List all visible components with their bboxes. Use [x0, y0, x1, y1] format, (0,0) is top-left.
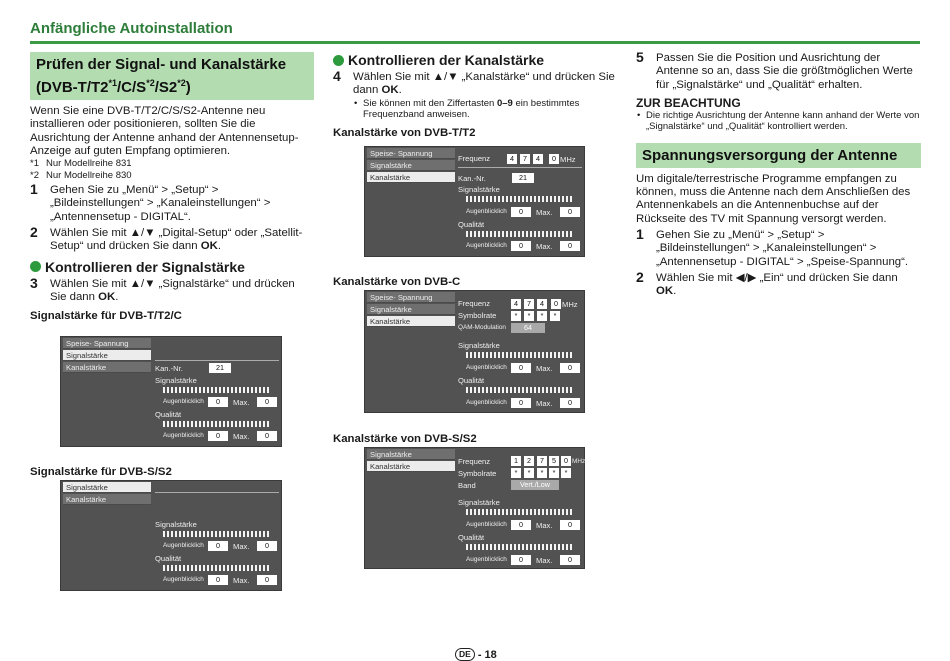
page-header: [30, 20, 920, 44]
osd-quality-bar: [163, 421, 269, 427]
page-number: [455, 648, 497, 661]
osd-channel-s: [364, 447, 585, 569]
osd-menu-channel: Kanalstärke: [367, 316, 455, 327]
osd-signal-t: [60, 336, 282, 447]
language-badge: DE: [455, 648, 475, 661]
step-5: 5 Passen Sie die Position und Ausrichtung der Antenne so an, dass Sie die größtmöglichen Werte für „Signalstärke“ und „Qualität“ erhalten.: [636, 49, 913, 91]
osd-signal-label: Signalstärke: [155, 520, 197, 529]
section-signal-heading: Kontrollieren der Signalstärke: [30, 259, 314, 275]
osd-symbol-digit: *: [511, 311, 521, 321]
osd-current-value: 0: [511, 363, 531, 373]
osd-current-value: 0: [208, 541, 228, 551]
osd-symbol-label: Symbolrate: [458, 469, 497, 478]
notice-text: • Die richtige Ausrichtung der Antenne kann anhand der Werte von „Signalstärke“ und „Qualität“ kontrolliert werden.: [636, 110, 921, 133]
osd-current-value: 0: [511, 241, 531, 251]
osd-current-label: Augenblicklich: [163, 542, 204, 549]
osd-current-value: 0: [511, 207, 531, 217]
page-number-text: - 18: [477, 648, 497, 661]
osd-max-label: Max.: [233, 432, 250, 441]
osd-quality-label: Qualität: [155, 554, 182, 563]
step-4-note: • Sie können mit den Ziffertasten 0–9 ein bestimmtes Frequenzband anweisen.: [353, 98, 618, 121]
osd-menu-power: Speise- Spannung: [367, 292, 455, 303]
osd-current-label: Augenblicklich: [466, 364, 507, 371]
osd-max-value: 0: [560, 398, 580, 408]
osd-max-label: Max.: [536, 208, 553, 217]
osd-quality-bar: [466, 544, 572, 550]
osd-current-value: 0: [208, 575, 228, 585]
osd-current-value: 0: [208, 431, 228, 441]
osd-freq-digit: 7: [520, 154, 530, 164]
osd-signal-label: Signalstärke: [155, 376, 197, 385]
section-channel-heading: Kontrollieren der Kanalstärke: [333, 52, 618, 68]
subheading-signal-t: Signalstärke für DVB-T/T2/C: [30, 310, 182, 323]
osd-symbol-digit: *: [537, 468, 547, 478]
osd-quality-bar: [466, 387, 572, 393]
osd-qam-label: QAM-Modulation: [458, 324, 506, 331]
section-title: Prüfen der Signal- und Kanalstärke $(DVB-T/T2^{*1}/C/S^{*2}/S2^{*2})$: [36, 56, 287, 96]
osd-freq-digit: 0: [549, 154, 559, 164]
osd-signal-label: Signalstärke: [458, 341, 500, 350]
osd-menu-channel: Kanalstärke: [367, 461, 455, 472]
osd-quality-label: Qualität: [458, 533, 485, 542]
osd-signal-bar: [466, 352, 572, 358]
osd-current-label: Augenblicklich: [163, 576, 204, 583]
osd-current-value: 0: [208, 397, 228, 407]
osd-current-label: Augenblicklich: [466, 521, 507, 528]
osd-freq-digit: 7: [524, 299, 534, 309]
osd-channel-t: [364, 146, 585, 257]
osd-mhz-label: MHz: [572, 458, 586, 465]
section-title-box: [30, 52, 314, 100]
osd-max-value: 0: [560, 520, 580, 530]
osd-menu-signal: Signalstärke: [367, 160, 455, 171]
power-step-2: 2 Wählen Sie mit ◀/▶ „Ein“ und drücken Sie dann OK.: [636, 268, 898, 298]
osd-signal-label: Signalstärke: [458, 185, 500, 194]
osd-max-label: Max.: [233, 576, 250, 585]
osd-quality-bar: [163, 565, 269, 571]
osd-max-value: 0: [257, 575, 277, 585]
osd-current-label: Augenblicklich: [163, 398, 204, 405]
subheading-channel-s: Kanalstärke von DVB-S/S2: [333, 433, 477, 445]
osd-mhz-label: MHz: [562, 300, 578, 309]
osd-symbol-digit: *: [561, 468, 571, 478]
osd-freq-digit: 4: [533, 154, 543, 164]
osd-menu-channel: Kanalstärke: [367, 172, 455, 183]
column-left: [30, 52, 314, 322]
osd-freq-digit: 1: [511, 456, 521, 466]
osd-quality-label: Qualität: [155, 410, 182, 419]
section-power-title: Spannungsversorgung der Antenne: [642, 146, 898, 164]
osd-max-value: 0: [560, 363, 580, 373]
osd-divider: [458, 167, 582, 168]
header-rule: [30, 41, 920, 44]
osd-max-label: Max.: [536, 556, 553, 565]
osd-freq-label: Frequenz: [458, 299, 491, 308]
step-2: 2 Wählen Sie mit ▲/▼ „Digital-Setup“ oder „Satellit-Setup“ und drücken Sie dann OK.: [30, 224, 303, 253]
osd-symbol-digit: *: [549, 468, 559, 478]
osd-max-label: Max.: [233, 398, 250, 407]
step-1: 1 Gehen Sie zu „Menü“ > „Setup“ > „Bildeinstellungen“ > „Kanaleinstellungen“ > „Antennensetup - DIGITAL“.: [30, 181, 271, 223]
osd-menu-signal: Signalstärke: [367, 304, 455, 315]
osd-max-label: Max.: [536, 364, 553, 373]
intro-text: Wenn Sie eine DVB-T/T2/C/S/S2-Antenne neu installieren oder positionieren, sollten Sie die Ausrichtung der Antenne anhand der Antennensetup-Anzeige auf guten Empfang optimieren.: [30, 105, 299, 157]
osd-max-value: 0: [560, 555, 580, 565]
osd-symbol-digit: *: [524, 311, 534, 321]
osd-freq-digit: 5: [549, 456, 559, 466]
osd-menu-power: Speise- Spannung: [63, 338, 151, 349]
osd-quality-label: Qualität: [458, 220, 485, 229]
osd-freq-digit: 4: [507, 154, 517, 164]
osd-channel-label: Kan.-Nr.: [155, 364, 183, 373]
osd-divider: [155, 492, 279, 493]
osd-symbol-digit: *: [537, 311, 547, 321]
osd-symbol-digit: *: [550, 311, 560, 321]
osd-max-label: Max.: [233, 542, 250, 551]
osd-divider: [155, 360, 279, 361]
osd-freq-digit: 0: [561, 456, 571, 466]
page-title: Anfängliche Autoinstallation: [30, 20, 233, 37]
osd-mhz-label: MHz: [560, 155, 576, 164]
notice-title: ZUR BEACHTUNG: [636, 95, 741, 110]
osd-max-value: 0: [560, 241, 580, 251]
osd-channel-value: 21: [512, 173, 534, 183]
osd-quality-label: Qualität: [458, 376, 485, 385]
osd-menu-power: Speise- Spannung: [367, 148, 455, 159]
osd-max-value: 0: [560, 207, 580, 217]
osd-signal-s: [60, 480, 282, 591]
footnote-2: *2 Nur Modellreihe 830: [30, 169, 132, 181]
osd-freq-digit: 4: [537, 299, 547, 309]
osd-signal-bar: [163, 387, 269, 393]
column-middle: [333, 52, 618, 139]
step-3: 3 Wählen Sie mit ▲/▼ „Signalstärke“ und drücken Sie dann OK.: [30, 274, 295, 303]
osd-current-value: 0: [511, 555, 531, 565]
step-4: 4 Wählen Sie mit ▲/▼ „Kanalstärke“ und drücken Sie dann OK.: [333, 68, 615, 97]
subheading-signal-s: Signalstärke für DVB-S/S2: [30, 466, 172, 478]
green-dot-icon: [333, 55, 344, 66]
osd-current-label: Augenblicklich: [466, 399, 507, 406]
osd-max-label: Max.: [536, 399, 553, 408]
osd-current-label: Augenblicklich: [466, 556, 507, 563]
osd-freq-label: Frequenz: [458, 457, 491, 466]
osd-max-value: 0: [257, 397, 277, 407]
osd-signal-bar: [466, 509, 572, 515]
osd-symbol-digit: *: [524, 468, 534, 478]
green-dot-icon: [30, 261, 41, 272]
osd-channel-value: 21: [209, 363, 231, 373]
osd-max-value: 0: [257, 431, 277, 441]
osd-max-label: Max.: [536, 242, 553, 251]
osd-channel-c: [364, 290, 585, 413]
osd-symbol-digit: *: [511, 468, 521, 478]
osd-band-label: Band: [458, 481, 476, 490]
osd-freq-label: Frequenz: [458, 154, 491, 163]
power-intro: Um digitale/terrestrische Programme empfangen zu können, muss die Antenne nach dem Anschließen des Antennenkabels an die Antennenbuchse auf der Rückseite des TV mit Spannung versorgt werden.: [636, 172, 911, 225]
osd-band-value: Vert./Low: [511, 480, 559, 490]
osd-freq-digit: 4: [511, 299, 521, 309]
osd-freq-digit: 0: [551, 299, 561, 309]
osd-channel-label: Kan.-Nr.: [458, 174, 486, 183]
osd-freq-digit: 7: [537, 456, 547, 466]
osd-signal-bar: [466, 196, 572, 202]
osd-signal-bar: [163, 531, 269, 537]
osd-current-label: Augenblicklich: [163, 432, 204, 439]
subheading-channel-t: Kanalstärke von DVB-T/T2: [333, 126, 476, 139]
osd-signal-label: Signalstärke: [458, 498, 500, 507]
osd-qam-value: 64: [511, 323, 545, 333]
section-power-box: [636, 143, 921, 168]
osd-current-value: 0: [511, 398, 531, 408]
osd-current-label: Augenblicklich: [466, 242, 507, 249]
osd-max-label: Max.: [536, 521, 553, 530]
osd-menu-channel: Kanalstärke: [63, 494, 151, 505]
osd-max-value: 0: [257, 541, 277, 551]
osd-current-value: 0: [511, 520, 531, 530]
osd-menu-signal: Signalstärke: [63, 350, 151, 361]
osd-menu-signal: Signalstärke: [367, 449, 455, 460]
power-step-1: 1 Gehen Sie zu „Menü“ > „Setup“ > „Bildeinstellungen“ > „Kanaleinstellungen“ > „Antennensetup - DIGITAL“ > „Speise-Spannung“.: [636, 226, 909, 268]
osd-quality-bar: [466, 231, 572, 237]
column-right: [636, 49, 921, 299]
osd-freq-digit: 2: [524, 456, 534, 466]
osd-current-label: Augenblicklich: [466, 208, 507, 215]
osd-symbol-label: Symbolrate: [458, 311, 497, 320]
subheading-channel-c: Kanalstärke von DVB-C: [333, 276, 461, 288]
osd-menu-signal: Signalstärke: [63, 482, 151, 493]
osd-menu-channel: Kanalstärke: [63, 362, 151, 373]
footnote-1: *1 Nur Modellreihe 831: [30, 158, 132, 170]
